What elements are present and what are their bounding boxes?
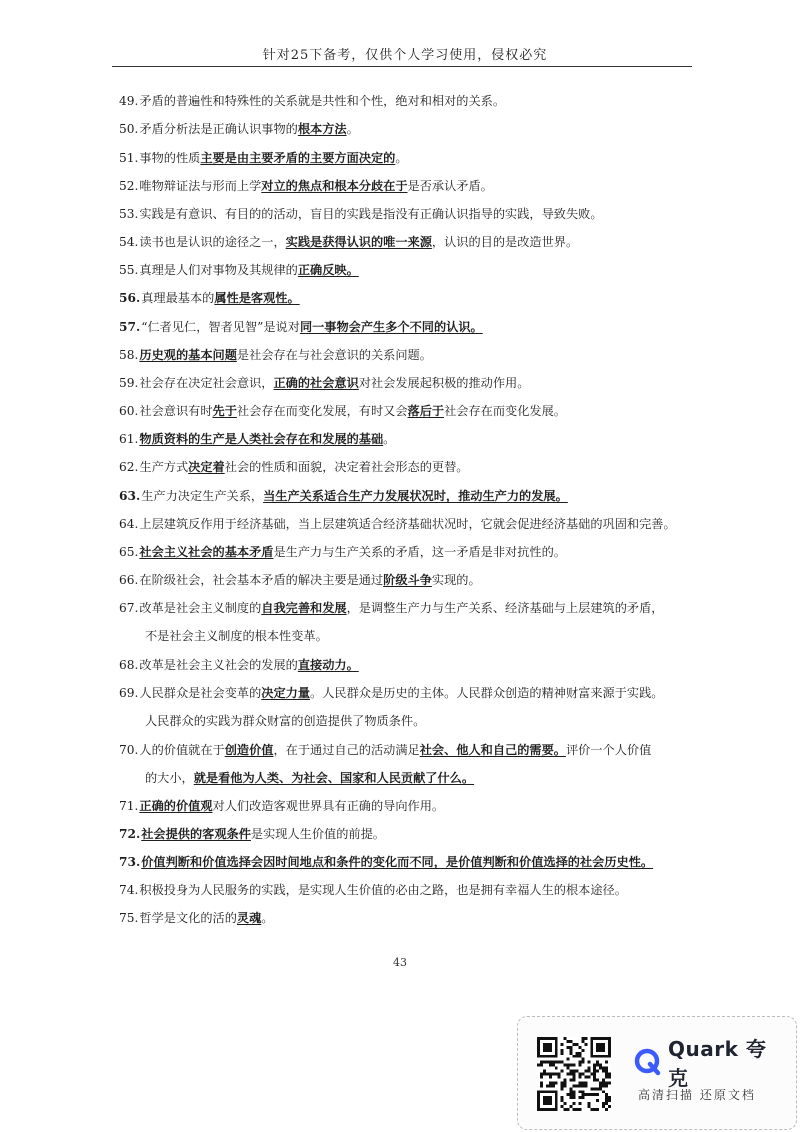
emphasized-text: 自我完善和发展	[261, 601, 347, 615]
emphasized-text: 价值判断和价值选择会因时间地点和条件的变化而不同，是价值判断和价值选择的社会历史性。	[141, 855, 654, 869]
emphasized-text: 就是看他为人类、为社会、国家和人民贡献了什么。	[193, 771, 475, 785]
item-text: 事物的性质	[139, 151, 201, 165]
item-text: 评价一个人价值	[565, 743, 652, 757]
item-text: ，认识的目的是改造世界。	[431, 235, 579, 249]
item-text: 真理是人们对事物及其规律的	[139, 263, 298, 277]
quark-brand-name: Quark 夸克	[668, 1037, 767, 1090]
item-number: 75.	[119, 911, 139, 925]
list-item	[119, 798, 444, 814]
item-text: 是社会存在与社会意识的关系问题。	[236, 348, 432, 362]
item-text: 社会意识有时	[139, 404, 213, 418]
emphasized-text: 社会提供的客观条件	[141, 827, 251, 841]
item-text: 是实现人生价值的前提。	[250, 827, 385, 841]
emphasized-text: 灵魂	[236, 911, 262, 925]
item-text: 上层建筑反作用于经济基础，当上层建筑适合经济基础状况时，它就会促进经济基础的巩固和完善。	[139, 517, 676, 531]
item-text: 。	[383, 432, 396, 446]
item-text: 。	[346, 122, 359, 136]
emphasized-text: 对立的焦点和根本分歧在于	[261, 179, 408, 193]
item-number: 56.	[119, 291, 141, 305]
item-text: 社会存在决定社会意识，	[139, 376, 274, 390]
quark-logo	[634, 1037, 774, 1090]
item-text: 改革是社会主义制度的	[139, 601, 262, 615]
item-number: 66.	[119, 573, 139, 587]
item-number: 58.	[119, 348, 139, 362]
item-number: 50.	[119, 122, 139, 136]
item-text: 的大小，	[145, 771, 194, 785]
list-item-continuation	[145, 628, 328, 644]
list-item-continuation	[145, 770, 474, 786]
emphasized-text: 正确的价值观	[139, 799, 213, 813]
item-text: 生产力决定生产关系，	[141, 489, 264, 503]
emphasized-text: 阶级斗争	[383, 573, 432, 587]
list-item	[119, 685, 663, 701]
list-item	[119, 882, 627, 898]
item-text: 是否承认矛盾。	[407, 179, 493, 193]
list-item	[119, 516, 676, 532]
emphasized-text: 正确反映。	[297, 263, 359, 277]
item-text: 实践是有意识、有目的的活动，盲目的实践是指没有正确认识指导的实践，导致失败。	[139, 207, 603, 221]
list-item	[119, 178, 493, 194]
list-item	[119, 375, 529, 391]
emphasized-text: 决定着	[188, 460, 225, 474]
list-item	[119, 544, 566, 560]
list-item	[119, 121, 359, 137]
list-item	[119, 234, 578, 250]
page-header: 针对25下备考，仅供个人学习使用，侵权必究	[262, 48, 548, 63]
emphasized-text: 落后于	[407, 404, 445, 418]
item-number: 60.	[119, 404, 139, 418]
item-text: 社会的性质和面貌，决定着社会形态的更替。	[224, 460, 469, 474]
list-item-continuation	[145, 713, 425, 729]
item-number: 68.	[119, 658, 139, 672]
page-number: 43	[393, 956, 407, 969]
list-item	[119, 347, 432, 363]
emphasized-text: 正确的社会意识	[273, 376, 359, 390]
emphasized-text: 主要是由主要矛盾的主要方面决定的	[200, 151, 396, 165]
list-item	[119, 742, 651, 758]
item-number: 71.	[119, 799, 139, 813]
emphasized-text: 同一事物会产生多个不同的认识。	[299, 320, 483, 334]
item-number: 65.	[119, 545, 139, 559]
emphasized-text: 当生产关系适合生产力发展状况时，推动生产力的发展。	[263, 489, 568, 503]
item-text: 是生产力与生产关系的矛盾，这一矛盾是非对抗性的。	[273, 545, 566, 559]
list-item	[119, 488, 568, 504]
item-number: 59.	[119, 376, 139, 390]
list-item	[119, 459, 468, 475]
list-item	[119, 910, 273, 926]
emphasized-text: 历史观的基本问题	[139, 348, 237, 362]
emphasized-text: 创造价值	[224, 743, 274, 757]
list-item	[119, 854, 653, 870]
list-item	[119, 572, 481, 588]
item-number: 53.	[119, 207, 139, 221]
emphasized-text: 根本方法	[297, 122, 347, 136]
item-number: 72.	[119, 827, 141, 841]
item-number: 54.	[119, 235, 139, 249]
item-text: 实现的。	[431, 573, 481, 587]
item-text: 真理最基本的	[141, 291, 215, 305]
item-text: 人民群众是社会变革的	[139, 686, 262, 700]
list-item	[119, 206, 603, 222]
item-text: 矛盾分析法是正确认识事物的	[139, 122, 298, 136]
item-text: 读书也是认识的途径之一，	[139, 235, 286, 249]
item-text: 对人们改造客观世界具有正确的导向作用。	[212, 799, 445, 813]
item-number: 64.	[119, 517, 139, 531]
item-text: 社会存在而变化发展。	[444, 404, 566, 418]
emphasized-text: 决定力量	[261, 686, 311, 700]
item-text: ，在于通过自己的活动满足	[273, 743, 420, 757]
item-number: 69.	[119, 686, 139, 700]
item-number: 52.	[119, 179, 139, 193]
list-item	[119, 600, 663, 616]
item-text: 。	[395, 151, 408, 165]
item-text: 人的价值就在于	[139, 743, 225, 757]
item-number: 73.	[119, 855, 141, 869]
list-item	[119, 93, 505, 109]
emphasized-text: 先于	[212, 404, 237, 418]
item-text: 哲学是文化的活的	[139, 911, 237, 925]
emphasized-text: 物质资料的生产是人类社会存在和发展的基础	[139, 432, 384, 446]
item-number: 70.	[119, 743, 139, 757]
item-number: 61.	[119, 432, 139, 446]
list-item	[119, 657, 359, 673]
item-text: “仁者见仁，智者见智”是说对	[141, 320, 300, 334]
item-number: 62.	[119, 460, 139, 474]
list-item	[119, 403, 566, 419]
emphasized-text: 社会、他人和自己的需要。	[419, 743, 566, 757]
list-item	[119, 431, 395, 447]
quark-tagline: 高清扫描 还原文档	[638, 1088, 756, 1102]
quark-q-icon	[634, 1048, 662, 1076]
item-text: 改革是社会主义社会的发展的	[139, 658, 298, 672]
item-text: 。	[261, 911, 274, 925]
list-item	[119, 290, 300, 306]
emphasized-text: 实践是获得认识的唯一来源	[285, 235, 432, 249]
item-text: 生产方式	[139, 460, 189, 474]
item-number: 55.	[119, 263, 139, 277]
item-text: 不是社会主义制度的根本性变革。	[145, 629, 328, 643]
emphasized-text: 直接动力。	[297, 658, 359, 672]
list-item	[119, 319, 483, 335]
item-text: ，是调整生产力与生产关系、经济基础与上层建筑的矛盾，	[346, 601, 664, 615]
list-item	[119, 262, 359, 278]
item-number: 49.	[119, 94, 139, 108]
item-number: 63.	[119, 489, 141, 503]
item-text: 积极投身为人民服务的实践，是实现人生价值的必由之路，也是拥有幸福人生的根本途径。	[139, 883, 627, 897]
item-number: 67.	[119, 601, 139, 615]
emphasized-text: 属性是客观性。	[214, 291, 300, 305]
item-text: 对社会发展起积极的推动作用。	[358, 376, 530, 390]
item-text: 人民群众的实践为群众财富的创造提供了物质条件。	[145, 714, 426, 728]
item-text: 在阶级社会，社会基本矛盾的解决主要是通过	[139, 573, 384, 587]
item-text: 。人民群众是历史的主体。人民群众创造的精神财富来源于实践。	[310, 686, 664, 700]
item-number: 57.	[119, 320, 141, 334]
item-text: 唯物辩证法与形而上学	[139, 179, 262, 193]
item-number: 74.	[119, 883, 139, 897]
emphasized-text: 社会主义社会的基本矛盾	[139, 545, 274, 559]
item-number: 51.	[119, 151, 139, 165]
list-item	[119, 826, 385, 842]
item-text: 矛盾的普遍性和特殊性的关系就是共性和个性，绝对和相对的关系。	[139, 94, 506, 108]
list-item	[119, 150, 408, 166]
item-text: 社会存在而变化发展，有时又会	[236, 404, 408, 418]
qr-code-icon	[537, 1037, 611, 1111]
